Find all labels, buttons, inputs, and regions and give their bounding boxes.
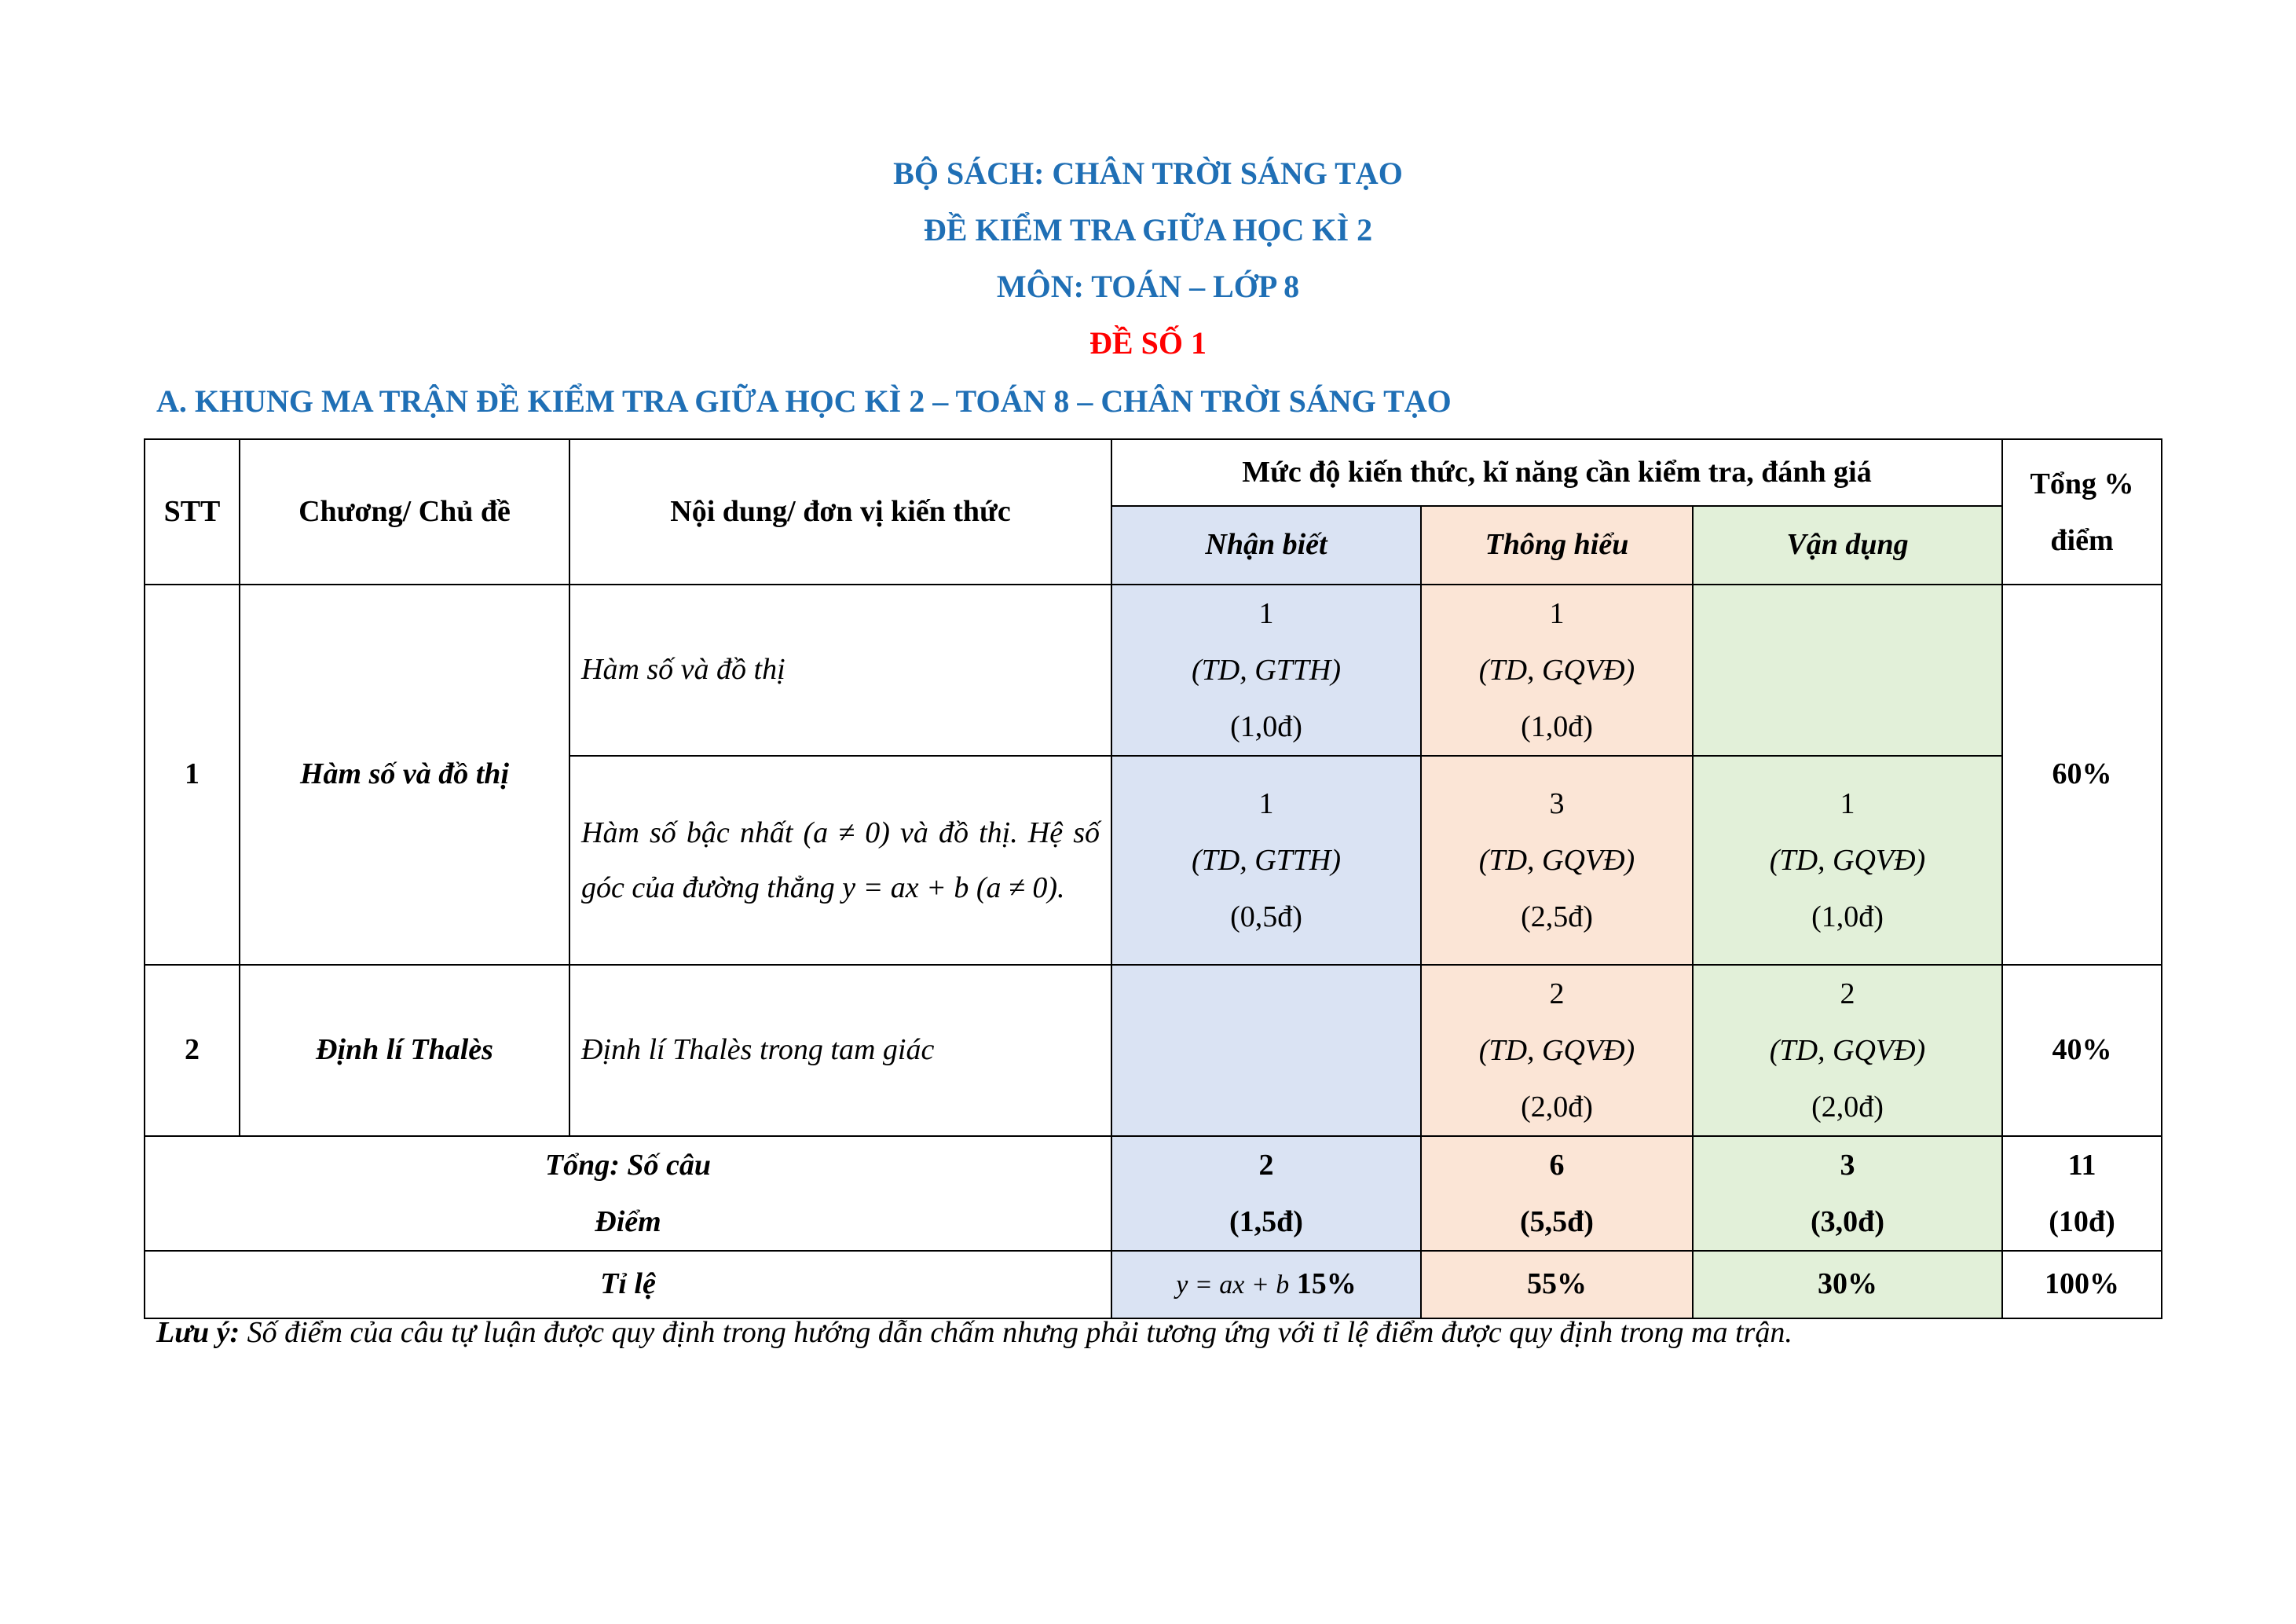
nhan-biet-cell (1111, 756, 1421, 965)
total-percent-cell: 40% (2002, 965, 2162, 1136)
score: (2,0đ) (1811, 1091, 1884, 1124)
math-expression: y = ax + b (842, 871, 969, 904)
question-count: 2 (1258, 1149, 1274, 1182)
header-total-line1: Tổng % (2030, 467, 2134, 500)
header-nhan-biet: Nhận biết (1111, 506, 1421, 585)
nhan-biet-cell (1111, 965, 1421, 1136)
competency: (TD, GQVĐ) (1478, 654, 1635, 687)
score: (10đ) (2049, 1205, 2115, 1238)
content-cell: Định lí Thalès trong tam giác (569, 965, 1111, 1136)
header-level: Mức độ kiến thức, kĩ năng cần kiểm tra, đánh giá (1111, 439, 2002, 506)
score: (1,0đ) (1521, 710, 1593, 743)
competency: (TD, GTTH) (1191, 654, 1342, 687)
nhan-biet-ratio (1111, 1251, 1421, 1318)
question-count: 1 (1258, 787, 1274, 820)
exam-title: ĐỀ KIỂM TRA GIỮA HỌC KÌ 2 (923, 212, 1373, 247)
content-cell: Hàm số và đồ thị (569, 585, 1111, 756)
math-expression: (a ≠ 0) (976, 871, 1057, 904)
score: (2,0đ) (1521, 1091, 1593, 1124)
header-row-1 (145, 439, 2162, 506)
stt-cell: 1 (145, 585, 240, 965)
score: (3,0đ) (1811, 1205, 1884, 1238)
total-score-label: Điểm (595, 1205, 661, 1238)
van-dung-total (1693, 1136, 2002, 1251)
question-count: 1 (1840, 787, 1855, 820)
grand-total (2002, 1136, 2162, 1251)
van-dung-cell (1693, 965, 2002, 1136)
note (156, 1315, 1792, 1350)
exam-number: ĐỀ SỐ 1 (1089, 325, 1207, 361)
header-total-percent (2002, 439, 2162, 585)
score: (2,5đ) (1521, 900, 1593, 933)
score: (5,5đ) (1520, 1205, 1594, 1238)
total-percent-cell: 60% (2002, 585, 2162, 965)
note-label: Lưu ý: (156, 1316, 240, 1349)
question-count: 2 (1549, 977, 1565, 1010)
table-row (145, 965, 2162, 1136)
score: (1,0đ) (1230, 710, 1302, 743)
question-count: 3 (1549, 787, 1565, 820)
thong-hieu-cell (1421, 756, 1693, 965)
thong-hieu-ratio: 55% (1421, 1251, 1693, 1318)
header-content: Nội dung/ đơn vị kiến thức (569, 439, 1111, 585)
competency: (TD, GTTH) (1191, 844, 1342, 877)
chapter-cell: Định lí Thalès (240, 965, 569, 1136)
thong-hieu-cell (1421, 965, 1693, 1136)
math-expression: y = ax + b (1176, 1270, 1290, 1300)
content-text: Hàm số bậc nhất (581, 816, 793, 849)
competency: (TD, GQVĐ) (1769, 844, 1926, 877)
subject-title: MÔN: TOÁN – LỚP 8 (996, 269, 1300, 304)
header-chapter: Chương/ Chủ đề (240, 439, 569, 585)
header-van-dung: Vận dụng (1693, 506, 2002, 585)
content-text: . (1057, 871, 1065, 904)
header-thong-hieu: Thông hiểu (1421, 506, 1693, 585)
ratio-value: 15% (1296, 1267, 1357, 1301)
nhan-biet-cell (1111, 585, 1421, 756)
note-text: Số điểm của câu tự luận được quy định trong hướng dẫn chấm nhưng phải tương ứng với tỉ lệ điểm được quy định trong ma trận. (247, 1316, 1792, 1349)
question-count: 1 (1549, 597, 1565, 630)
question-count: 6 (1549, 1149, 1565, 1182)
score: (0,5đ) (1230, 900, 1302, 933)
question-count: 1 (1258, 597, 1274, 630)
question-count: 2 (1840, 977, 1855, 1010)
van-dung-ratio: 30% (1693, 1251, 2002, 1318)
question-count: 11 (2067, 1149, 2096, 1182)
competency: (TD, GQVĐ) (1478, 1034, 1635, 1067)
total-row (145, 1136, 2162, 1251)
competency: (TD, GQVĐ) (1769, 1034, 1926, 1067)
question-count: 3 (1840, 1149, 1855, 1182)
math-expression: (a ≠ 0) (803, 816, 890, 849)
section-title: A. KHUNG MA TRẬN ĐỀ KIỂM TRA GIỮA HỌC KÌ 2 – TOÁN 8 – CHÂN TRỜI SÁNG TẠO (156, 383, 1452, 419)
nhan-biet-total (1111, 1136, 1421, 1251)
ratio-label: Tỉ lệ (145, 1251, 1111, 1318)
score: (1,5đ) (1229, 1205, 1303, 1238)
chapter-cell: Hàm số và đồ thị (240, 585, 569, 965)
content-text: và đồ thị. Hệ số góc của đường thẳng (581, 816, 1100, 904)
total-label-cell (145, 1136, 1111, 1251)
header-total-line2: điểm (2050, 523, 2114, 557)
score: (1,0đ) (1811, 900, 1884, 933)
thong-hieu-cell (1421, 585, 1693, 756)
thong-hieu-total (1421, 1136, 1693, 1251)
total-ratio: 100% (2002, 1251, 2162, 1318)
ratio-row (145, 1251, 2162, 1318)
knowledge-matrix-table (144, 438, 2162, 1319)
stt-cell: 2 (145, 965, 240, 1136)
content-cell (569, 756, 1111, 965)
header-stt: STT (145, 439, 240, 585)
table-row (145, 585, 2162, 756)
van-dung-cell (1693, 756, 2002, 965)
book-series-title: BỘ SÁCH: CHÂN TRỜI SÁNG TẠO (893, 156, 1403, 191)
total-questions-label: Tổng: Số câu (544, 1149, 712, 1182)
van-dung-cell (1693, 585, 2002, 756)
competency: (TD, GQVĐ) (1478, 844, 1635, 877)
